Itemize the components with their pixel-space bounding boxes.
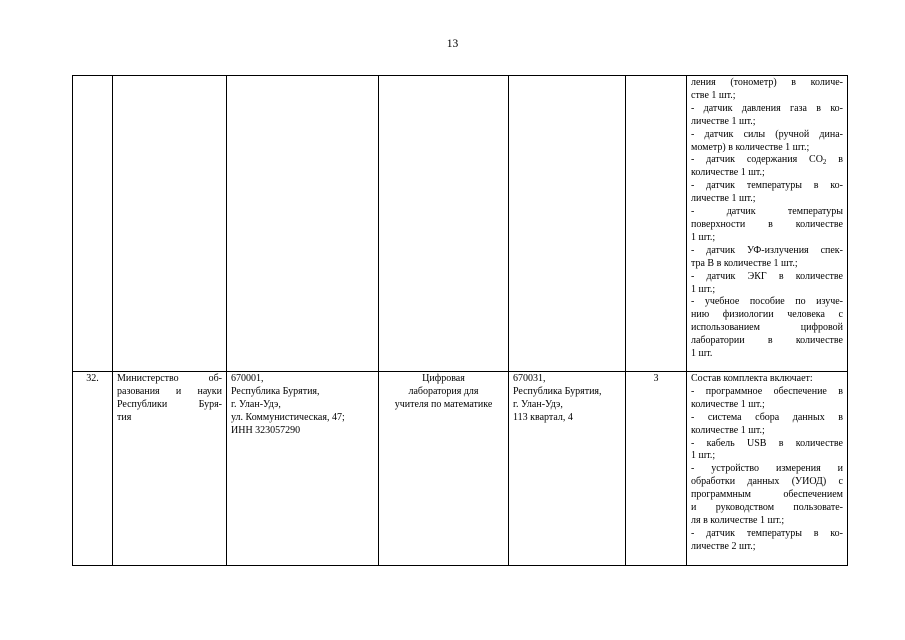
text-line: 1 шт.	[691, 348, 713, 360]
cell-composition	[687, 76, 848, 372]
text-line: - датчик УФ-излучения спек-	[691, 244, 843, 256]
text-fragment: - датчик содержания CO	[691, 154, 823, 166]
text-line: ИНН 323057290	[231, 424, 301, 436]
table-row	[73, 76, 848, 372]
text-line: - кабель USB в количестве	[691, 437, 843, 449]
text-line: ля в количестве 1 шт.;	[691, 514, 785, 526]
text-line: - датчик температуры в ко-	[691, 180, 843, 192]
cell-number: 32.	[73, 372, 113, 566]
text-line: стве 1 шт.;	[691, 89, 736, 101]
text-line: - датчик давления газа в ко-	[691, 102, 843, 114]
text-line: 670001,	[231, 373, 264, 384]
text-line: - датчик силы (ручной дина-	[691, 128, 843, 140]
text-line: Республика Бурятия,	[513, 385, 602, 397]
text-line: программным обеспечением	[691, 489, 843, 501]
cell-location	[509, 372, 626, 566]
cell-address	[227, 76, 379, 372]
text-line: мометр) в количестве 1 шт.;	[691, 141, 810, 153]
text-line: учителя по математике	[394, 398, 493, 410]
text-line: - датчик температуры	[691, 206, 843, 218]
text-line: обработки данных (УИОД) с	[691, 476, 843, 488]
text-line: - датчик ЭКГ в количестве	[691, 270, 843, 282]
text-line: г. Улан-Удэ,	[513, 398, 563, 410]
text-line: и руководством пользовате-	[691, 502, 843, 514]
text-line: - система сбора данных в	[691, 411, 843, 423]
text-line: Цифровая	[422, 373, 465, 384]
cell-organization	[113, 76, 227, 372]
text-line: лаборатория для	[408, 385, 479, 397]
text-line: 670031,	[513, 373, 546, 384]
text-line: количестве 1 шт.;	[691, 398, 765, 410]
text-line: количестве 1 шт.;	[691, 167, 765, 179]
text-line: 1 шт.;	[691, 283, 716, 295]
cell-quantity	[626, 76, 687, 372]
subscript: 2	[822, 158, 827, 167]
cell-organization	[113, 372, 227, 566]
cell-equipment-name	[379, 76, 509, 372]
text-line: личестве 1 шт.;	[691, 115, 756, 127]
cell-number	[73, 76, 113, 372]
text-line: личестве 2 шт.;	[691, 540, 756, 552]
text-line	[691, 154, 843, 167]
text-line: - устройство измерения и	[691, 463, 843, 475]
text-line: личестве 1 шт.;	[691, 193, 756, 205]
text-line: Республики Буря-	[117, 398, 222, 410]
cell-location	[509, 76, 626, 372]
text-line: - учебное пособие по изуче-	[691, 296, 843, 308]
text-line: ления (тонометр) в количе-	[691, 77, 843, 88]
text-line: 1 шт.;	[691, 231, 716, 243]
text-line: Состав комплекта включает:	[691, 373, 813, 384]
cell-equipment-name	[379, 372, 509, 566]
cell-composition	[687, 372, 848, 566]
text-line: - датчик температуры в ко-	[691, 527, 843, 539]
equipment-table	[72, 75, 848, 566]
text-line: тра В в количестве 1 шт.;	[691, 257, 798, 269]
table-row	[73, 372, 848, 566]
text-line: 1 шт.;	[691, 450, 716, 462]
text-line: тия	[117, 411, 132, 423]
cell-quantity: 3	[626, 372, 687, 566]
text-line: поверхности в количестве	[691, 218, 843, 230]
text-line: - программное обеспечение в	[691, 385, 843, 397]
text-line: разования и науки	[117, 385, 222, 397]
text-line: 113 квартал, 4	[513, 411, 573, 423]
page-number: 13	[446, 38, 459, 50]
text-line: использованием цифровой	[691, 322, 843, 334]
text-line: нию физиологии человека с	[691, 309, 843, 321]
text-fragment: в	[838, 154, 843, 166]
text-line: Министерство об-	[117, 373, 222, 384]
text-line: лаборатории в количестве	[691, 335, 843, 347]
text-line: Республика Бурятия,	[231, 385, 320, 397]
text-line: г. Улан-Удэ,	[231, 398, 281, 410]
cell-address	[227, 372, 379, 566]
text-line: количестве 1 шт.;	[691, 424, 765, 436]
text-line: ул. Коммунистическая, 47;	[231, 411, 345, 423]
